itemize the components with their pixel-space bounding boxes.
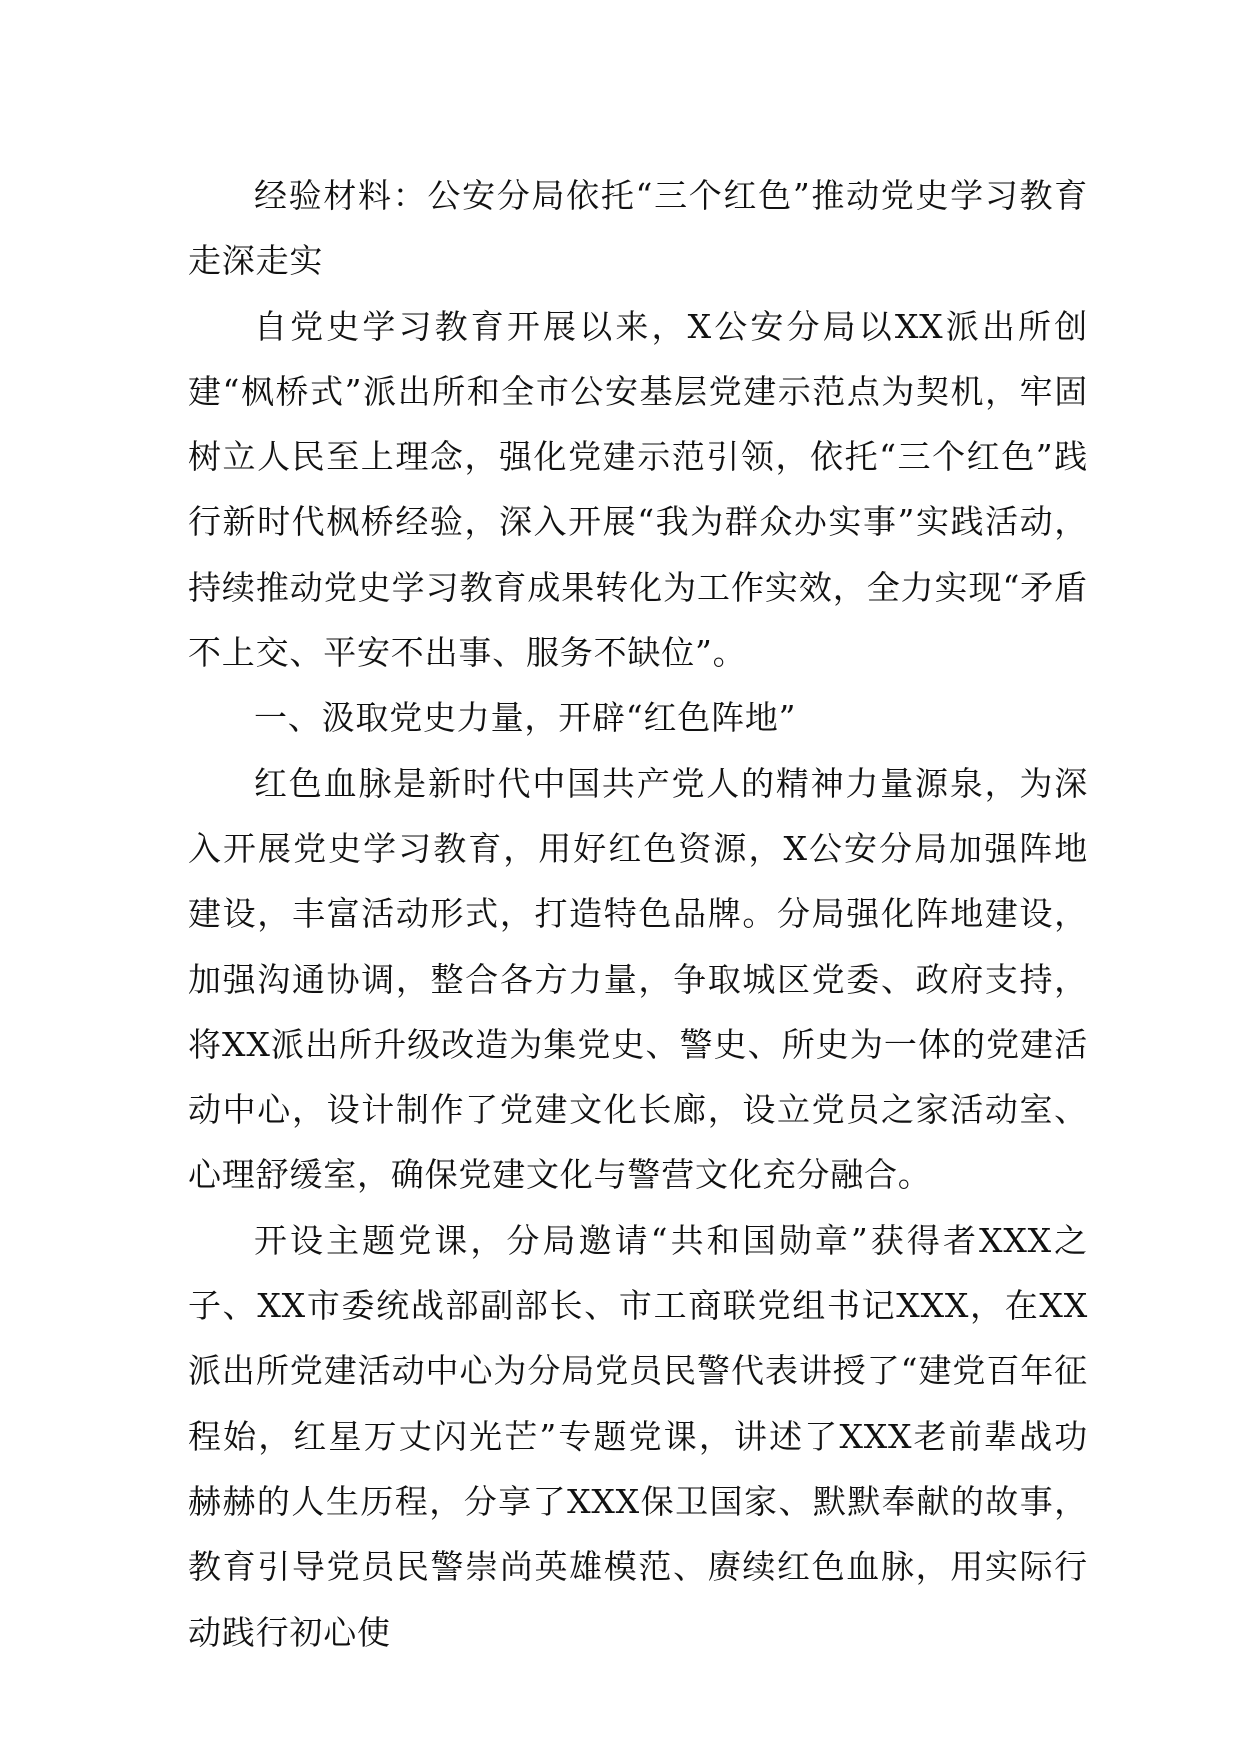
paragraph-red-position: 红色血脉是新时代中国共产党人的精神力量源泉，为深入开展党史学习教育，用好红色资源，X公安分局加强阵地建设，丰富活动形式，打造特色品牌。分局强化阵地建设，加强沟通协调，整合各方力量，争取城区党委、政府支持，将XX派出所升级改造为集党史、警史、所史为一体的党建活动中心，设计制作了党建文化长廊，设立党员之家活动室、心理舒缓室，确保党建文化与警营文化充分融合。 bbox=[188, 763, 1088, 1195]
paragraph-theme-lecture: 开设主题党课，分局邀请“共和国勋章”获得者XXX之子、XX市委统战部副部长、市工商联党组书记XXX，在XX派出所党建活动中心为分局党员民警代表讲授了“建党百年征程始，红星万丈闪光芒”专题党课，讲述了XXX老前辈战功赫赫的人生历程，分享了XXX保卫国家、默默奉献的故事，教育引导党员民警崇尚英雄模范、赓续红色血脉，用实际行动践行初心使 bbox=[188, 1220, 1088, 1652]
document-title: 经验材料：公安分局依托“三个红色”推动党史学习教育走深走实 bbox=[188, 176, 1088, 281]
section-heading-1: 一、汲取党史力量，开辟“红色阵地” bbox=[254, 698, 797, 738]
paragraph-intro: 自党史学习教育开展以来，X公安分局以XX派出所创建“枫桥式”派出所和全市公安基层党建示范点为契机，牢固树立人民至上理念，强化党建示范引领，依托“三个红色”践行新时代枫桥经验，深入开展“我为群众办实事”实践活动，持续推动党史学习教育成果转化为工作实效，全力实现“矛盾不上交、平安不出事、服务不缺位”。 bbox=[188, 306, 1088, 673]
document-body bbox=[188, 163, 1088, 1665]
